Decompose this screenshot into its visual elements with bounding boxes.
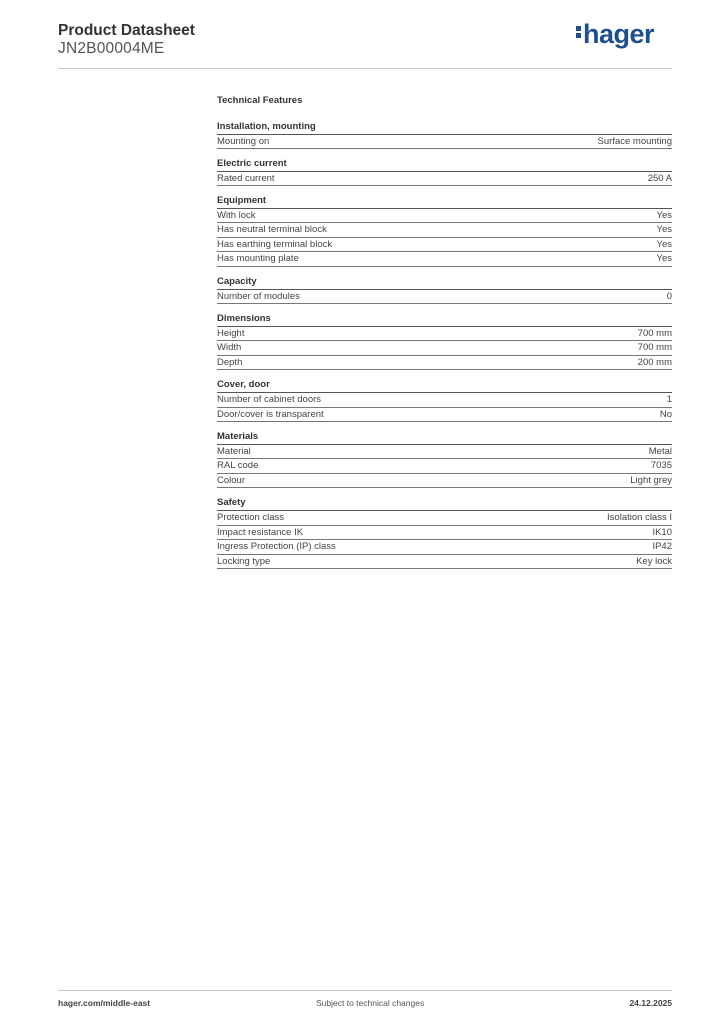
feature-label: Ingress Protection (IP) class: [217, 541, 336, 553]
feature-value: 700 mm: [637, 342, 672, 354]
feature-value: Yes: [656, 209, 672, 221]
feature-section: [217, 276, 672, 304]
feature-label: With lock: [217, 209, 256, 221]
feature-value: Yes: [656, 238, 672, 250]
feature-value: 7035: [650, 460, 672, 472]
feature-value: 200 mm: [637, 356, 672, 368]
feature-value: 0: [666, 290, 672, 302]
feature-value: Yes: [656, 224, 672, 236]
feature-row: [217, 341, 672, 356]
logo-dots-icon: [576, 24, 581, 40]
feature-value: IK10: [652, 526, 672, 538]
feature-row: [217, 511, 672, 526]
feature-value: No: [659, 408, 672, 420]
feature-sections: [217, 121, 672, 569]
hager-logo: [576, 19, 654, 49]
feature-section: [217, 313, 672, 370]
feature-value: Surface mounting: [597, 135, 672, 147]
feature-value: 250 A: [647, 172, 672, 184]
feature-row: [217, 327, 672, 342]
feature-value: Yes: [656, 253, 672, 265]
product-reference: JN2B00004ME: [58, 40, 165, 57]
technical-features: [217, 95, 672, 569]
feature-row: [217, 172, 672, 187]
feature-row: [217, 408, 672, 423]
feature-row: [217, 540, 672, 555]
feature-label: Locking type: [217, 555, 271, 567]
section-title: Electric current: [217, 158, 672, 172]
footer-website: hager.com/middle-east: [58, 998, 151, 1008]
section-title: Installation, mounting: [217, 121, 672, 135]
feature-label: Width: [217, 342, 242, 354]
technical-features-title: Technical Features: [217, 95, 303, 106]
feature-label: Number of cabinet doors: [217, 393, 322, 405]
section-title: Dimensions: [217, 313, 672, 327]
feature-value: Metal: [648, 445, 672, 457]
feature-label: Has mounting plate: [217, 253, 299, 265]
page-header: [58, 19, 672, 70]
footer-date: 24.12.2025: [629, 998, 672, 1008]
feature-value: Light grey: [630, 474, 672, 486]
feature-row: [217, 209, 672, 224]
feature-value: 700 mm: [637, 327, 672, 339]
document-title: Product Datasheet: [58, 22, 195, 39]
feature-row: [217, 238, 672, 253]
section-title: Materials: [217, 431, 672, 445]
section-title: Cover, door: [217, 379, 672, 393]
feature-row: [217, 290, 672, 305]
feature-section: [217, 431, 672, 488]
feature-value: IP42: [652, 541, 672, 553]
feature-label: Door/cover is transparent: [217, 408, 324, 420]
feature-row: [217, 356, 672, 371]
section-title: Equipment: [217, 195, 672, 209]
section-title: Safety: [217, 497, 672, 511]
feature-label: Height: [217, 327, 245, 339]
section-title: Capacity: [217, 276, 672, 290]
feature-label: RAL code: [217, 460, 259, 472]
feature-value: 1: [666, 393, 672, 405]
footer-notice: Subject to technical changes: [316, 998, 425, 1008]
feature-label: Rated current: [217, 172, 275, 184]
feature-section: [217, 195, 672, 267]
feature-row: [217, 526, 672, 541]
footer-divider: [58, 990, 672, 991]
feature-row: [217, 459, 672, 474]
feature-row: [217, 393, 672, 408]
feature-section: [217, 158, 672, 186]
feature-label: Depth: [217, 356, 243, 368]
feature-section: [217, 497, 672, 569]
feature-label: Material: [217, 445, 251, 457]
feature-row: [217, 252, 672, 267]
feature-label: Mounting on: [217, 135, 270, 147]
feature-label: Has neutral terminal block: [217, 224, 327, 236]
feature-label: Protection class: [217, 511, 285, 523]
feature-row: [217, 474, 672, 489]
feature-row: [217, 445, 672, 460]
feature-row: [217, 135, 672, 150]
header-divider: [58, 68, 672, 69]
feature-section: [217, 121, 672, 149]
feature-value: Isolation class I: [607, 511, 672, 523]
feature-value: Key lock: [636, 555, 672, 567]
feature-label: Has earthing terminal block: [217, 238, 333, 250]
page-footer: [58, 998, 672, 1010]
feature-section: [217, 379, 672, 422]
feature-row: [217, 223, 672, 238]
feature-row: [217, 555, 672, 570]
feature-label: Colour: [217, 474, 245, 486]
logo-text: hager: [582, 19, 654, 49]
feature-label: Impact resistance IK: [217, 526, 304, 538]
feature-label: Number of modules: [217, 290, 300, 302]
